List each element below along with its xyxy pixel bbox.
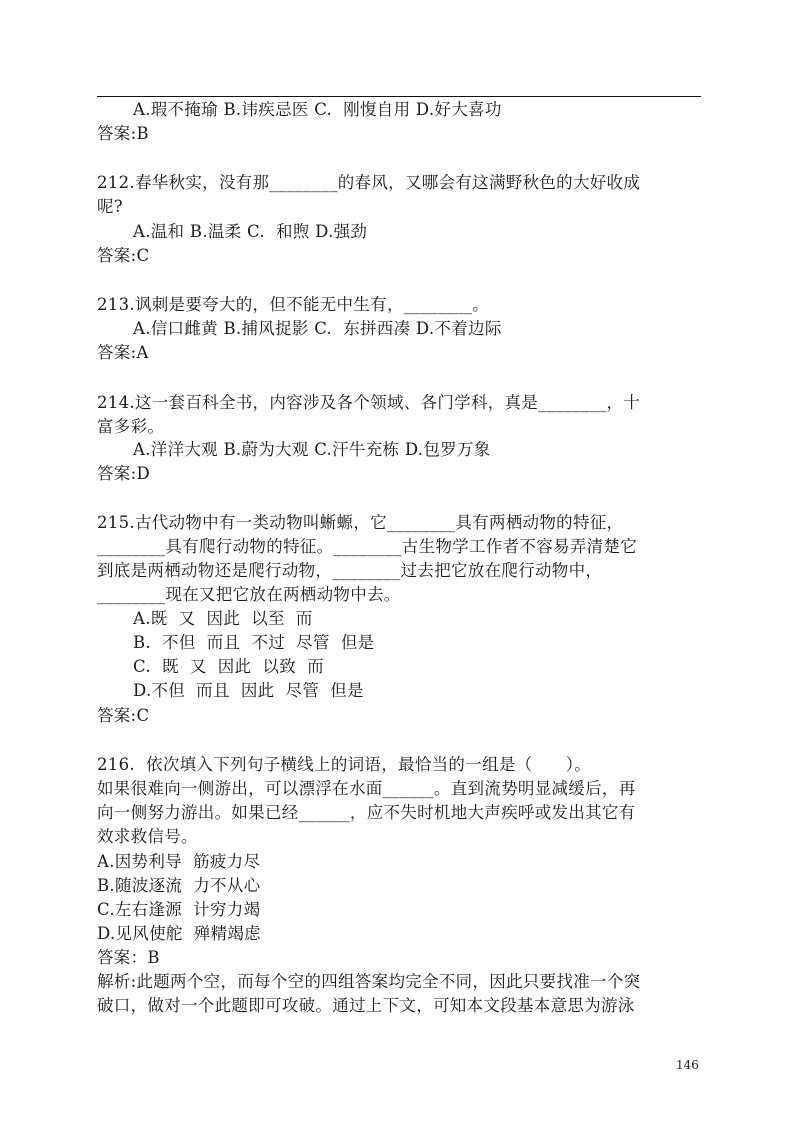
q212-stem-line-2: 呢? [97, 197, 123, 216]
q212-options: A.温和 B.温柔 C. 和煦 D.强劲 [133, 222, 368, 241]
q214-options: A.洋洋大观 B.蔚为大观 C.汗牛充栋 D.包罗万象 [133, 440, 491, 459]
q213-answer: 答案:A [97, 343, 149, 362]
q212-stem-line-1: 212.春华秋实，没有那________的春风，又哪会有这满野秋色的大好收成 [97, 173, 641, 192]
q213-stem-line-1: 213.讽刺是要夸大的，但不能无中生有，________。 [97, 295, 489, 314]
q212-answer: 答案:C [97, 246, 150, 265]
q214-answer: 答案:D [97, 464, 150, 483]
q216-option-c: C.左右逢源 计穷力竭 [97, 900, 261, 919]
q215-option-d: D.不但 而且 因此 尽管 但是 [133, 681, 364, 700]
q216-analysis-line-1: 解析:此题两个空，而每个空的四组答案均完全不同，因此只要找准一个突 [97, 972, 641, 991]
q216-analysis-line-2: 破口，做对一个此题即可攻破。通过上下文，可知本文段基本意思为游泳 [97, 996, 635, 1015]
q211-answer: 答案:B [97, 124, 149, 143]
q213-options: A.信口雌黄 B.捕风捉影 C. 东拼西凑 D.不着边际 [133, 319, 502, 338]
q216-stem-line-3: 向一侧努力游出。如果已经______，应不失时机地大声疾呼或发出其它有 [97, 803, 636, 822]
q215-option-c: C. 既 又 因此 以致 而 [133, 657, 324, 676]
q214-stem-line-2: 富多彩。 [97, 417, 165, 436]
q216-stem-line-2: 如果很难向一侧游出，可以漂浮在水面______。直到流势明显减缓后，再 [97, 779, 636, 798]
q216-stem-line-4: 效求救信号。 [97, 827, 198, 846]
page-number: 146 [676, 1058, 699, 1072]
q216-stem-line-1: 216. 依次填入下列句子横线上的词语，最恰当的一组是（ ）。 [97, 755, 592, 774]
q214-stem-line-1: 214.这一套百科全书，内容涉及各个领域、各门学科，真是________，十 [97, 393, 641, 412]
q216-answer: 答案：B [97, 948, 160, 967]
q216-option-b: B.随波逐流 力不从心 [97, 876, 261, 895]
q216-option-d: D.见风使舵 殚精竭虑 [97, 924, 261, 943]
header-rule [97, 96, 701, 97]
q215-answer: 答案:C [97, 706, 150, 725]
q215-stem-line-1: 215.古代动物中有一类动物叫蜥螈，它________具有两栖动物的特征， [97, 513, 624, 532]
q215-option-a: A.既 又 因此 以至 而 [133, 609, 313, 628]
q215-stem-line-2: ________具有爬行动物的特征。________古生物学工作者不容易弄清楚它 [97, 537, 637, 556]
q216-option-a: A.因势利导 筋疲力尽 [97, 852, 261, 871]
q211-options: A.瑕不掩瑜 B.讳疾忌医 C. 刚愎自用 D.好大喜功 [133, 100, 502, 119]
q215-option-b: B. 不但 而且 不过 尽管 但是 [133, 633, 375, 652]
q215-stem-line-3: 到底是两栖动物还是爬行动物，________过去把它放在爬行动物中， [97, 561, 603, 580]
q215-stem-line-4: ________现在又把它放在两栖动物中去。 [97, 585, 401, 604]
